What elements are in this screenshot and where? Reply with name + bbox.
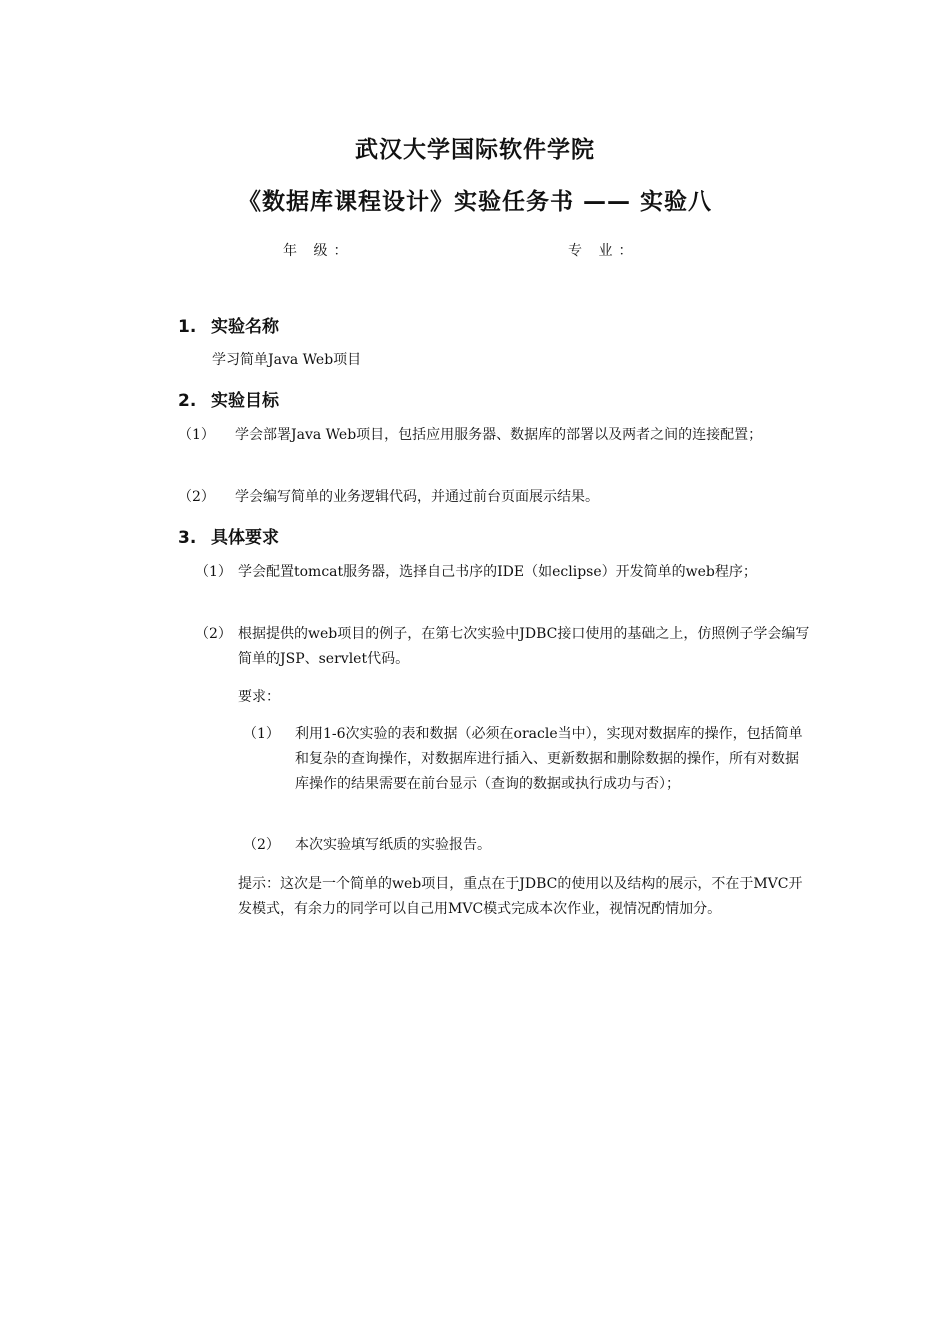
- list-text: 利用1-6次实验的表和数据（必须在oracle当中），实现对数据库的操作，包括简单和复杂的查询操作，对数据库进行插入、更新数据和删除数据的操作，所有对数据库操作的结果需要在前台显示（查询的数据或执行成功与否）；: [295, 726, 803, 792]
- grade-label: 年 级：: [283, 243, 354, 259]
- list-marker: （1）: [243, 726, 280, 742]
- list-text: 学会编写简单的业务逻辑代码，并通过前台页面展示结果。: [235, 489, 599, 505]
- section-title: 具体要求: [211, 528, 279, 548]
- list-text: 本次实验填写纸质的实验报告。: [295, 837, 491, 853]
- section-number: 2.: [178, 391, 197, 411]
- section-title: 实验目标: [211, 391, 279, 411]
- list-text: 学会部署Java Web项目，包括应用服务器、数据库的部署以及两者之间的连接配置；: [235, 427, 763, 443]
- list-item: [178, 423, 818, 473]
- list-item: [195, 560, 815, 610]
- major-label: 专 业：: [568, 243, 639, 259]
- list-text: 学会配置tomcat服务器，选择自己书序的IDE（如eclipse）开发简单的web程序；: [238, 564, 757, 580]
- list-text: 根据提供的web项目的例子，在第七次实验中JDBC接口使用的基础之上，仿照例子学会编写简单的JSP、servlet代码。: [238, 626, 810, 667]
- section-heading-3: [178, 523, 279, 548]
- experiment-name: 学习简单Java Web项目: [212, 352, 362, 368]
- section-number: 3.: [178, 528, 197, 548]
- sub-list-item: [243, 833, 813, 858]
- section-heading-2: [178, 386, 279, 411]
- sub-list-item: [243, 722, 813, 822]
- list-marker: （2）: [195, 626, 232, 642]
- school-title: 武汉大学国际软件学院: [355, 137, 595, 163]
- list-marker: （2）: [243, 837, 280, 853]
- section-heading-1: [178, 312, 279, 337]
- list-marker: （2）: [178, 489, 215, 505]
- list-marker: （1）: [178, 427, 215, 443]
- section-title: 实验名称: [211, 317, 279, 337]
- list-marker: （1）: [195, 564, 232, 580]
- task-title: 《数据库课程设计》实验任务书 —— 实验八: [237, 189, 712, 215]
- section-number: 1.: [178, 317, 197, 337]
- requirement-label: 要求：: [238, 689, 280, 705]
- list-item: [178, 485, 818, 510]
- list-item: [195, 622, 815, 672]
- hint-paragraph: 提示：这次是一个简单的web项目，重点在于JDBC的使用以及结构的展示，不在于MVC开发模式，有余力的同学可以自己用MVC模式完成本次作业，视情况酌情加分。: [238, 876, 803, 917]
